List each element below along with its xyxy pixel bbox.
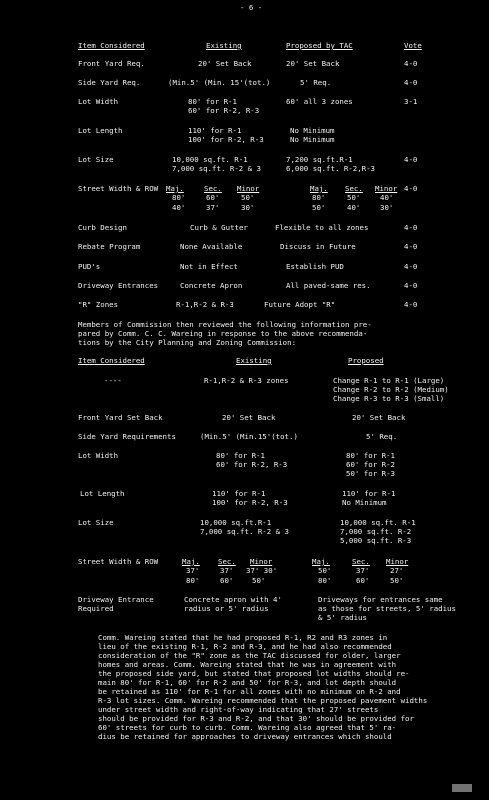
table1-street-vote: 4-0: [404, 184, 418, 193]
table2-width-existing: 80' for R-1 60' for R-2, R-3: [216, 451, 288, 469]
table1-row-vote: 4-0: [404, 281, 418, 290]
table1-row-item: "R" Zones: [78, 300, 119, 309]
table1-row-vote: 4-0: [404, 223, 418, 232]
page-mark: - 6 -: [240, 3, 263, 12]
table1-row-proposed: No Minimum No Minimum: [290, 126, 335, 144]
table2-size-item: Lot Size: [78, 518, 114, 527]
table1-header-proposed: Proposed by TAC: [286, 41, 353, 50]
table2-side-proposed: 5' Req.: [366, 432, 398, 441]
street-cell: 27': [390, 566, 404, 575]
street-cell: 37': [206, 203, 220, 212]
street-col-header: Minor: [237, 184, 260, 193]
street-col-header: Minor: [250, 557, 273, 566]
table1-row-proposed: 20' Set Back: [286, 59, 340, 68]
table1-row-proposed: 7,200 sq.ft.R-1 6,000 sq.ft. R-2,R-3: [286, 155, 375, 173]
table1-row-existing: Curb & Gutter: [190, 223, 248, 232]
closing-paragraph: Comm. Wareing stated that he had proposed R-1, R2 and R3 zones in lieu of the existing R-1, R-2 and R-3, and he had also recommended consideration of the "R" zone as the TAC discussed for older, larger homes and areas. Comm. Wareing stated that he was in agreement with the proposed side yard, but stated that proposed lot widths should re- main 80' for R-1, 60' for R-2 and 50' for R-3, and lot depth should be retained as 110' for R-1 for all zones with no minimum on R-2 and R-3 lot sizes. Comm. Wareing recommended that the proposed pavement widths under street width and right-of-way indicating that 27' streets should be provided for R-3 and R-2, and that 30' should be provided for 60' streets for curb to curb. Comm. Wareing also agreed that 5' ra- dius be retained for approaches to driveway entrances which should: [98, 633, 428, 741]
table1-row-proposed: 60' all 3 zones: [286, 97, 353, 106]
table2-length-item: Lot Length: [80, 489, 125, 498]
table1-row-existing: R-1,R-2 & R-3: [176, 300, 234, 309]
table1-row-vote: 4-0: [404, 155, 418, 164]
table1-row-existing: 20' Set Back: [198, 59, 252, 68]
scan-artifact: [452, 784, 472, 792]
street-cell: 80': [186, 576, 200, 585]
table1-row-existing: Not in Effect: [180, 262, 238, 271]
table2-side-item: Side Yard Requirements: [78, 432, 176, 441]
table1-row-existing: Concrete Apron: [180, 281, 243, 290]
table1-row-existing: None Available: [180, 242, 243, 251]
street-cell: 60': [206, 193, 220, 202]
street-col-header: Sec.: [204, 184, 222, 193]
street-cell: 37' 30': [246, 566, 278, 575]
table1-row-item: Lot Size: [78, 155, 114, 164]
street-cell: 30': [241, 203, 255, 212]
table1-row-vote: 3-1: [404, 97, 418, 106]
street-col-header: Maj.: [182, 557, 200, 566]
table2-front-existing: 20' Set Back: [222, 413, 276, 422]
street-col-header: Maj.: [166, 184, 184, 193]
table1-row-existing: 110' for R-1 100' for R-2, R-3: [188, 126, 264, 144]
table1-row-proposed: All paved-same res.: [286, 281, 371, 290]
table1-row-proposed: 5' Req.: [300, 78, 332, 87]
table1-row-item: Side Yard Req.: [78, 78, 141, 87]
table1-row-existing: 80' for R-1 60' for R-2, R-3: [188, 97, 260, 115]
street-col-header: Maj.: [312, 557, 330, 566]
table1-row-proposed: Future Adopt "R": [264, 300, 336, 309]
street-cell: 37': [186, 566, 200, 575]
table1-row-item: Curb Design: [78, 223, 127, 232]
table2-size-proposed: 10,000 sq.ft. R-1 7,000 sq.ft. R-2 5,000 sq.ft. R-3: [340, 518, 416, 545]
street-cell: 30': [380, 203, 394, 212]
table1-row-item: PUD's: [78, 262, 101, 271]
table2-driveway-item: Driveway Entrance Required: [78, 595, 154, 613]
street-cell: 50': [318, 566, 332, 575]
table2-length-proposed: 110' for R-1 No Minimum: [342, 489, 396, 507]
table1-row-vote: 4-0: [404, 242, 418, 251]
street-col-header: Sec.: [345, 184, 363, 193]
table1-row-item: Lot Length: [78, 126, 123, 135]
table1-row-vote: 4-0: [404, 300, 418, 309]
street-col-header: Minor: [386, 557, 409, 566]
table2-header-item: Item Considered: [78, 356, 145, 365]
table2-header-existing: Existing: [236, 356, 272, 365]
table2-driveway-existing: Concrete apron with 4' radius or 5' radius: [184, 595, 282, 613]
street-cell: 80': [312, 193, 326, 202]
table1-row-vote: 4-0: [404, 78, 418, 87]
street-cell: 80': [318, 576, 332, 585]
street-cell: 37': [220, 566, 234, 575]
table1-header-existing: Existing: [206, 41, 242, 50]
street-col-header: Maj.: [310, 184, 328, 193]
table1-row-existing: (Min.5' (Min. 15'(tot.): [168, 78, 271, 87]
table1-row-proposed: Discuss in Future: [280, 242, 356, 251]
table2-width-proposed: 80' for R-1 60' for R-2 50' for R-3: [346, 451, 395, 478]
table2-length-existing: 110' for R-1 100' for R-2, R-3: [212, 489, 288, 507]
street-cell: 60': [220, 576, 234, 585]
table1-row-vote: 4-0: [404, 262, 418, 271]
table2-zones-proposed: Change R-1 to R-1 (Large) Change R-2 to R-2 (Medium) Change R-3 to R-3 (Small): [333, 376, 449, 403]
table2-front-proposed: 20' Set Back: [352, 413, 406, 422]
street-cell: 40': [172, 203, 186, 212]
intro-paragraph: Members of Commission then reviewed the following information pre- pared by Comm. C. C. Wareing in response to the above recommenda- tions by the City Planning and Zoning Commission:: [78, 320, 372, 347]
table1-row-item: Driveway Entrances: [78, 281, 159, 290]
street-cell: 50': [347, 193, 361, 202]
table1-row-item: Front Yard Req.: [78, 59, 145, 68]
street-cell: 50': [241, 193, 255, 202]
street-cell: 50': [252, 576, 266, 585]
street-cell: 50': [390, 576, 404, 585]
table2-street-label: Street Width & ROW: [78, 557, 159, 566]
street-col-header: Sec.: [352, 557, 370, 566]
table2-size-existing: 10,000 sq.ft.R-1 7,000 sq.ft. R-2 & 3: [200, 518, 289, 536]
table1-row-item: Lot Width: [78, 97, 119, 106]
table2-header-proposed: Proposed: [348, 356, 384, 365]
table2-driveway-proposed: Driveways for entrances same as those for streets, 5' radius & 5' radius: [318, 595, 456, 622]
table2-front-item: Front Yard Set Back: [78, 413, 163, 422]
street-cell: 80': [172, 193, 186, 202]
street-cell: 40': [380, 193, 394, 202]
table2-width-item: Lot Width: [78, 451, 119, 460]
street-cell: 50': [312, 203, 326, 212]
street-col-header: Sec.: [218, 557, 236, 566]
table1-header-vote: Vote: [404, 41, 422, 50]
table2-zones-item: ----: [104, 376, 122, 385]
table1-row-proposed: Establish PUD: [286, 262, 344, 271]
street-cell: 37': [356, 566, 370, 575]
table1-row-proposed: Flexible to all zones: [275, 223, 369, 232]
table2-zones-existing: R-1,R-2 & R-3 zones: [204, 376, 289, 385]
table1-row-existing: 10,000 sq.ft. R-1 7,000 sq.ft. R-2 & 3: [172, 155, 261, 173]
table1-street-label: Street Width & ROW: [78, 184, 159, 193]
table1-row-item: Rebate Program: [78, 242, 141, 251]
table2-side-existing: (Min.5' (Min.15'(tot.): [200, 432, 298, 441]
table1-row-vote: 4-0: [404, 59, 418, 68]
table1-header-item: Item Considered: [78, 41, 145, 50]
street-col-header: Minor: [375, 184, 398, 193]
street-cell: 60': [356, 576, 370, 585]
street-cell: 40': [347, 203, 361, 212]
